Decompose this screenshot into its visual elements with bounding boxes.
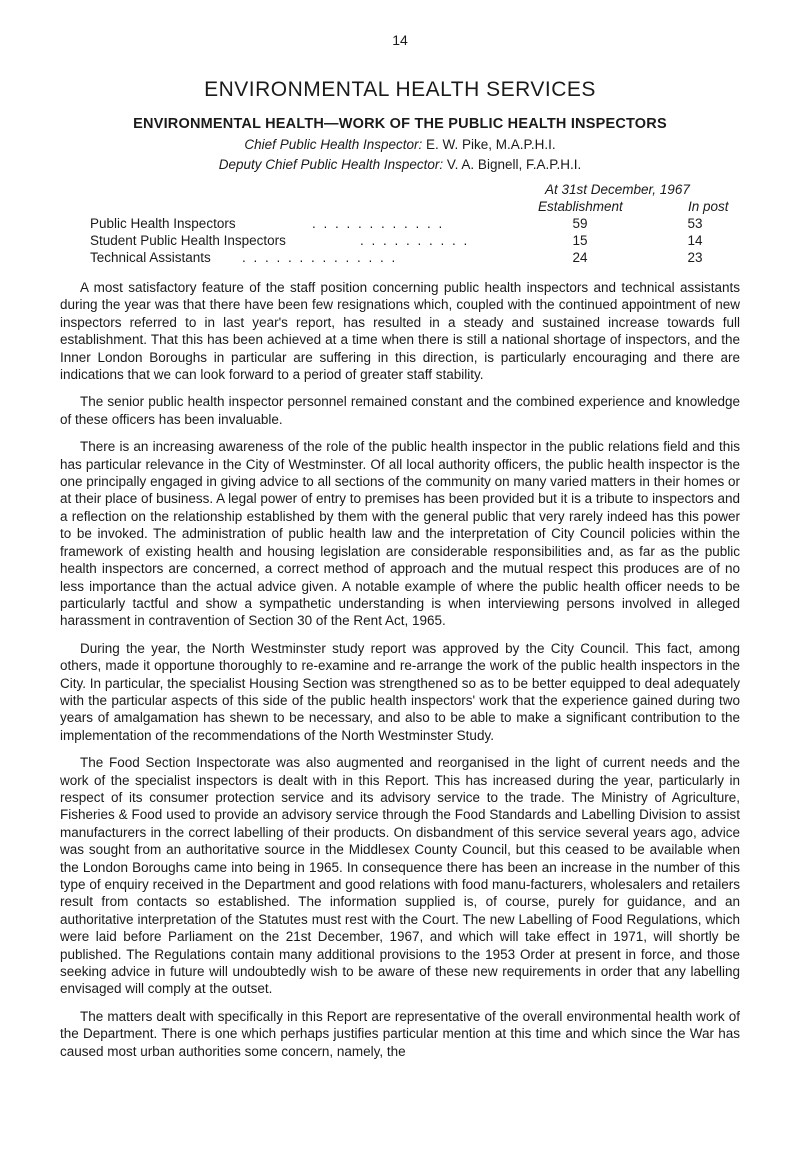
section-subtitle: ENVIRONMENTAL HEALTH—WORK OF THE PUBLIC HEALTH INSPECTORS (133, 116, 667, 132)
row-in-post: 53 (687, 216, 703, 231)
table-row (60, 233, 740, 250)
column-header-establishment: Establishment (538, 199, 623, 214)
staff-table (60, 182, 740, 267)
row-establishment: 59 (572, 216, 588, 231)
row-in-post: 23 (687, 250, 703, 265)
row-in-post: 14 (687, 233, 703, 248)
page-number: 14 (392, 32, 408, 48)
officers-block (60, 136, 740, 174)
row-leader-dots: . . . . . . . . . . (360, 233, 470, 248)
page-title: ENVIRONMENTAL HEALTH SERVICES (204, 78, 596, 101)
row-label: Technical Assistants (90, 250, 211, 265)
row-establishment: 15 (572, 233, 588, 248)
table-date-header-row (60, 182, 740, 199)
officer-name: V. A. Bignell, F.A.P.H.I. (446, 157, 582, 172)
row-leader-dots: . . . . . . . . . . . . (312, 216, 445, 231)
body-paragraph: A most satisfactory feature of the staff position concerning public health inspectors and technical assistants during the year was that there have been few resignations which, coupled with the continued appointment of new inspectors referred to in last year's report, has resulted in a steady and sustained increase towards full establishment. That this has been achieved at a time when there is still a national shortage of inspectors, and the Inner London Boroughs in particular are suffering in this direction, is particularly encouraging and there are indications that we can look forward to a period of greater staff stability. (60, 280, 740, 383)
body-paragraph: The Food Section Inspectorate was also augmented and reorganised in the light of current needs and the work of the specialist inspectors is dealt with in this Report. This has increased during the year, particularly in respect of its consumer protection service and its advisory service to the trade. The Ministry of Agriculture, Fisheries & Food used to provide an advisory service through the Food Standards and Labelling Division to assist manufacturers in the correct labelling of their products. On disbandment of this service several years ago, advice was sought from an authoritative source in the Middlesex County Council, but this ceased to be available when the London Boroughs came into being in 1965. In consequence there has been an increase in the number of this type of enquiry received in the Department and good relations with food manu-facturers, wholesalers and retailers result from contacts so established. The information supplied is, of course, purely for guidance, and an authoritative interpretation of the Statutes must rest with the Court. The new Labelling of Food Regulations, which were laid before Parliament on the 21st December, 1967, and which will take effect in 1971, will shortly be published. The Regulations contain many additional provisions to the 1953 Order at present in force, and those seeking advice in future will undoubtedly wish to be aware of these new requirements in order that any labelling envisaged will comply at the outset. (60, 755, 740, 997)
body-paragraph: The senior public health inspector personnel remained constant and the combined experience and knowledge of these officers has been invaluable. (60, 394, 740, 427)
officer-line (60, 136, 740, 154)
table-row (60, 250, 740, 267)
body-paragraph: The matters dealt with specifically in this Report are representative of the overall environmental health work of the Department. There is one which perhaps justifies particular mention at this time and which since the War has caused most urban authorities some concern, namely, the (60, 1008, 740, 1059)
row-establishment: 24 (572, 250, 588, 265)
row-label: Student Public Health Inspectors (90, 233, 286, 248)
officer-role: Deputy Chief Public Health Inspector: (218, 157, 444, 172)
table-column-header-row (60, 199, 740, 216)
document-page (60, 0, 740, 1060)
body-paragraph: During the year, the North Westminster study report was approved by the City Council. This fact, among others, made it opportune thoroughly to re-examine and re-arrange the work of the public health inspectors in the City. In particular, the specialist Housing Section was strengthened so as to be better equipped to deal adequately with the particular aspects of this side of the public health inspectors' work that the experience gained during two years of amalgamation has shewn to be necessary, and also to be able to make a significant contribution to the implementation of the recommendations of the North Westminster Study. (60, 640, 740, 743)
row-label: Public Health Inspectors (90, 216, 236, 231)
body-paragraph: There is an increasing awareness of the role of the public health inspector in the public relations field and this has particular relevance in the City of Westminster. Of all local authority officers, the public health inspector is the one principally engaged in giving advice to all sections of the community on many varied matters in their homes or at their place of business. A legal power of entry to premises has been provided but it is a tribute to inspectors and a reflection on the relationship established by them with the general public that very rarely indeed has this power to be invoked. The administration of public health law and the interpretation of City Council policies within the framework of existing health and housing legislation are considerable responsibilities and, as far as the public health inspectors are concerned, a correct method of approach and the mutual respect this produces are of no less importance than the actual advice given. A notable example of where the public health officer needs to be particularly tactful and show a sympathetic understanding is when interviewing persons involved in alleged harassment in contravention of Section 30 of the Rent Act, 1965. (60, 439, 740, 629)
table-row (60, 216, 740, 233)
column-header-in-post: In post (688, 199, 729, 214)
officer-role: Chief Public Health Inspector: (244, 137, 423, 152)
row-leader-dots: . . . . . . . . . . . . . . (242, 250, 398, 265)
officer-name: E. W. Pike, M.A.P.H.I. (426, 137, 556, 152)
officer-line (60, 156, 740, 174)
table-date-header: At 31st December, 1967 (545, 182, 690, 197)
